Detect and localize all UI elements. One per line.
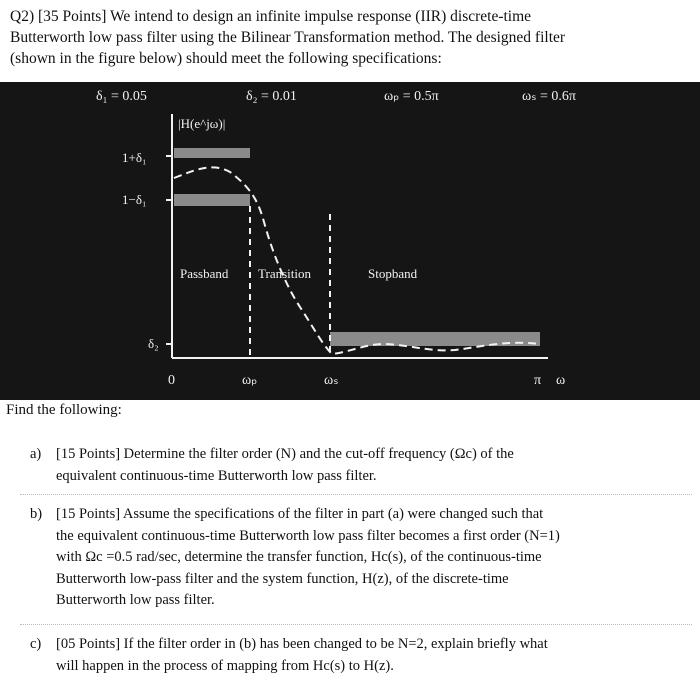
header-line-1: Q2) [35 Points] We intend to design an infinite impulse response (IIR) discrete-time	[10, 8, 532, 25]
spec-delta2: δ₂ = 0.01	[246, 89, 297, 104]
spec-omega-p: ωₚ = 0.5π	[384, 89, 439, 104]
x-label-omega: ω	[556, 373, 566, 388]
passband-band-lower	[174, 194, 250, 206]
header-line-2: Butterworth low pass filter using the Bilinear Transformation method. The designed filter	[10, 29, 566, 46]
question-b-line-5: Butterworth low pass filter.	[56, 592, 215, 608]
tick-label-delta2: δ₂	[148, 336, 159, 351]
question-c-line-2: will happen in the process of mapping from Hc(s) to H(z).	[56, 657, 394, 674]
question-c-label: c)	[30, 636, 42, 652]
filter-specification-figure	[0, 82, 700, 400]
question-b-line-1: [15 Points] Assume the specifications of the filter in part (a) were changed such that	[56, 506, 544, 522]
question-b-line-4: Butterworth low-pass filter and the system function, H(z), of the discrete-time	[56, 570, 509, 587]
filter-plot-svg	[0, 82, 700, 400]
x-label-zero: 0	[168, 373, 175, 388]
region-passband: Passband	[180, 266, 229, 281]
passband-band-upper	[174, 148, 250, 158]
question-b-line-3: with Ωc =0.5 rad/sec, determine the transfer function, Hc(s), of the continuous-time	[56, 549, 542, 565]
question-b-line-2: the equivalent continuous-time Butterworth low pass filter becomes a first order (N=1)	[56, 527, 560, 544]
tick-label-1plus: 1+δ₁	[122, 150, 147, 165]
x-label-pi: π	[534, 373, 542, 388]
region-transition: Transition	[258, 266, 311, 281]
header-line-3: (shown in the figure below) should meet the following specifications:	[10, 50, 442, 67]
find-following-label: Find the following:	[6, 402, 122, 418]
region-stopband: Stopband	[368, 266, 418, 281]
x-label-wp: ωₚ	[242, 373, 258, 388]
question-header	[10, 6, 694, 69]
question-a-label: a)	[30, 446, 42, 462]
question-a-line-2: equivalent continuous-time Butterworth low pass filter.	[56, 467, 377, 484]
spec-omega-s: ωₛ = 0.6π	[522, 89, 576, 104]
question-c-line-1: [05 Points] If the filter order in (b) has been changed to be N=2, explain briefly what	[56, 636, 548, 652]
divider-bc	[20, 624, 692, 625]
question-a-line-1: [15 Points] Determine the filter order (N) and the cut-off frequency (Ωc) of the	[56, 446, 514, 462]
spec-delta1: δ₁ = 0.05	[96, 89, 147, 104]
y-axis-label: |H(e^jω)|	[178, 116, 226, 131]
x-label-ws: ωₛ	[324, 373, 339, 388]
tick-label-1minus: 1−δ₁	[122, 192, 147, 207]
question-b-label: b)	[30, 506, 43, 522]
divider-ab	[20, 494, 692, 495]
